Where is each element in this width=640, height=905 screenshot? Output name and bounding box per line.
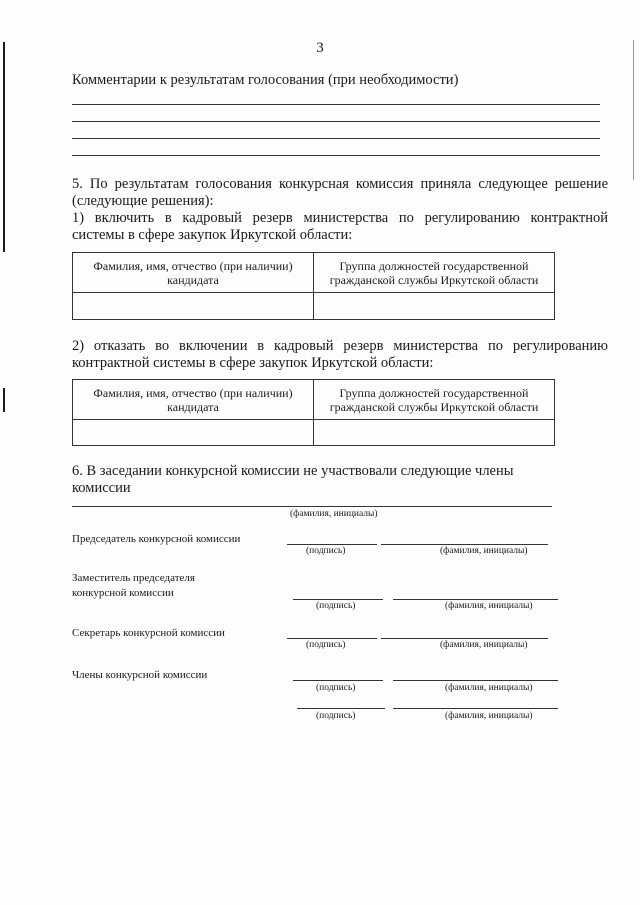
deputy-signature-line	[293, 599, 383, 600]
secretary-label: Секретарь конкурсной комиссии	[72, 627, 225, 639]
chairman-label: Председатель конкурсной комиссии	[72, 533, 241, 545]
members-label: Члены конкурсной комиссии	[72, 669, 208, 681]
header-text: гражданской службы Иркутской области	[329, 272, 539, 287]
header-text: Фамилия, имя, отчество (при наличии)	[93, 385, 293, 400]
scan-edge-mark	[633, 40, 634, 180]
absent-members-line	[72, 506, 552, 507]
deputy-name-line	[393, 599, 558, 600]
signature-caption: (подпись)	[316, 711, 356, 721]
section6-line2: комиссии	[72, 480, 131, 496]
chairman-name-line	[381, 544, 548, 545]
include-table	[72, 252, 555, 320]
name-caption: (фамилия, инициалы)	[440, 640, 528, 650]
comment-line	[72, 138, 600, 139]
header-text: кандидата	[167, 272, 219, 287]
deputy-label-line1: Заместитель председателя	[72, 572, 195, 584]
chairman-signature-line	[287, 544, 377, 545]
section5-line1: 5. По результатам голосования конкурсная комиссия приняла следующее решение	[72, 176, 608, 192]
header-text: Группа должностей государственной	[339, 385, 529, 400]
exclude-table-cell	[73, 420, 314, 446]
member1-signature-line	[293, 680, 383, 681]
include-table-cell	[73, 293, 314, 320]
comments-heading: Комментарии к результатам голосования (при необходимости)	[72, 72, 459, 88]
comment-line	[72, 104, 600, 105]
absent-members-caption: (фамилия, инициалы)	[290, 509, 378, 519]
deputy-label-line2: конкурсной комиссии	[72, 587, 174, 599]
member2-name-line	[393, 708, 558, 709]
item2-line1: 2) отказать во включении в кадровый резерв министерства по регулированию	[72, 338, 608, 354]
secretary-signature-line	[287, 638, 377, 639]
signature-caption: (подпись)	[316, 683, 356, 693]
name-caption: (фамилия, инициалы)	[445, 711, 533, 721]
member2-signature-line	[297, 708, 385, 709]
include-table-header-name	[73, 253, 314, 293]
name-caption: (фамилия, инициалы)	[445, 683, 533, 693]
scan-edge-mark	[3, 388, 5, 412]
signature-caption: (подпись)	[306, 640, 346, 650]
section6-line1: 6. В заседании конкурсной комиссии не участвовали следующие члены	[72, 463, 514, 479]
header-text: Фамилия, имя, отчество (при наличии)	[93, 258, 293, 273]
item2-line2: контрактной системы в сфере закупок Иркутской области:	[72, 355, 434, 371]
exclude-table-cell	[314, 420, 555, 446]
name-caption: (фамилия, инициалы)	[445, 601, 533, 611]
include-table-header-group	[314, 253, 555, 293]
section5-line2: (следующие решения):	[72, 193, 214, 209]
comment-line	[72, 121, 600, 122]
header-text: гражданской службы Иркутской области	[329, 399, 539, 414]
signature-caption: (подпись)	[306, 546, 346, 556]
exclude-table-header-group	[314, 380, 555, 420]
scan-edge-mark	[3, 42, 5, 252]
header-text: кандидата	[167, 399, 219, 414]
page-number: 3	[316, 40, 324, 56]
include-table-cell	[314, 293, 555, 320]
name-caption: (фамилия, инициалы)	[440, 546, 528, 556]
signature-caption: (подпись)	[316, 601, 356, 611]
exclude-table-header-name	[73, 380, 314, 420]
comment-line	[72, 155, 600, 156]
header-text: Группа должностей государственной	[339, 258, 529, 273]
item1-line2: системы в сфере закупок Иркутской области:	[72, 227, 353, 243]
item1-line1: 1) включить в кадровый резерв министерства по регулированию контрактной	[72, 210, 608, 226]
exclude-table	[72, 379, 555, 446]
member1-name-line	[393, 680, 558, 681]
secretary-name-line	[381, 638, 548, 639]
